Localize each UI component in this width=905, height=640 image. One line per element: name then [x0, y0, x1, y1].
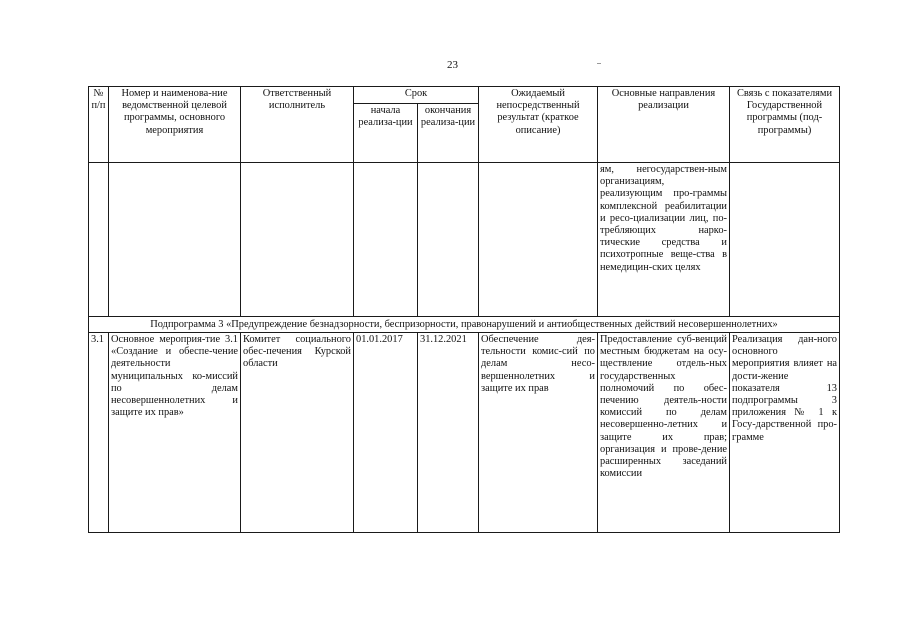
scan-speck — [597, 63, 601, 64]
page-number: 23 — [447, 59, 458, 71]
cont-cell-num — [89, 163, 109, 317]
row-3-1-responsible: Комитет социального обес-печения Курской области — [241, 333, 354, 533]
row-3-1-name: Основное мероприя-тие 3.1 «Создание и обеспе-чение деятельности муниципальных ко-миссий по делам несовершеннолетних и защите их прав» — [109, 333, 241, 533]
row-3-1-link: Реализация дан-ного основного мероприятия влияет на дости-жение показателя 13 подпрограммы 3 приложения № 1 к Госу-дарственной про-грамме — [730, 333, 840, 533]
row-3-1-result: Обеспечение дея-тельности комис-сий по делам несо-вершеннолетних и защите их прав — [479, 333, 598, 533]
header-term-end: окончания реализа-ции — [418, 104, 479, 163]
cont-cell-link — [730, 163, 840, 317]
header-name: Номер и наименова-ние ведомственной целевой программы, основного мероприятия — [109, 87, 241, 163]
header-responsible: Ответственный исполнитель — [241, 87, 354, 163]
row-3-1-end: 31.12.2021 — [418, 333, 479, 533]
subprogram-row — [89, 317, 840, 333]
header-link: Связь с показателями Государственной программы (под-программы) — [730, 87, 840, 163]
cont-cell-start — [354, 163, 418, 317]
row-3-1-directions: Предоставление суб-венций местным бюджетам на осу-ществление отдель-ных государственных полномочий по обес-печению деятель-ности комиссий по делам несовершенно-летних и защите их прав; организация и прове-дение расширенных заседаний комиссии — [598, 333, 730, 533]
row-3-1-start: 01.01.2017 — [354, 333, 418, 533]
program-table — [88, 86, 840, 533]
cont-cell-responsible — [241, 163, 354, 317]
header-row-1 — [89, 87, 840, 104]
cont-cell-name — [109, 163, 241, 317]
header-num: № п/п — [89, 87, 109, 163]
header-term: Срок — [354, 87, 479, 104]
header-term-start: начала реализа-ции — [354, 104, 418, 163]
cont-cell-result — [479, 163, 598, 317]
continuation-row — [89, 163, 840, 317]
table-row-3-1 — [89, 333, 840, 533]
cont-cell-end — [418, 163, 479, 317]
row-3-1-num: 3.1 — [89, 333, 109, 533]
header-directions: Основные направления реализации — [598, 87, 730, 163]
cont-cell-directions: ям, негосударствен-ным организациям, реализующим про-граммы комплексной реабилитации и ресо-циализации лиц, по-требляющих нарко-тические средства и психотропные веще-ства в немедицин-ских целях — [598, 163, 730, 317]
header-result: Ожидаемый непосредственный результат (краткое описание) — [479, 87, 598, 163]
subprogram-title: Подпрограмма 3 «Предупреждение безнадзорности, беспризорности, правонарушений и антиобщественных действий несовершеннолетних» — [89, 317, 840, 333]
